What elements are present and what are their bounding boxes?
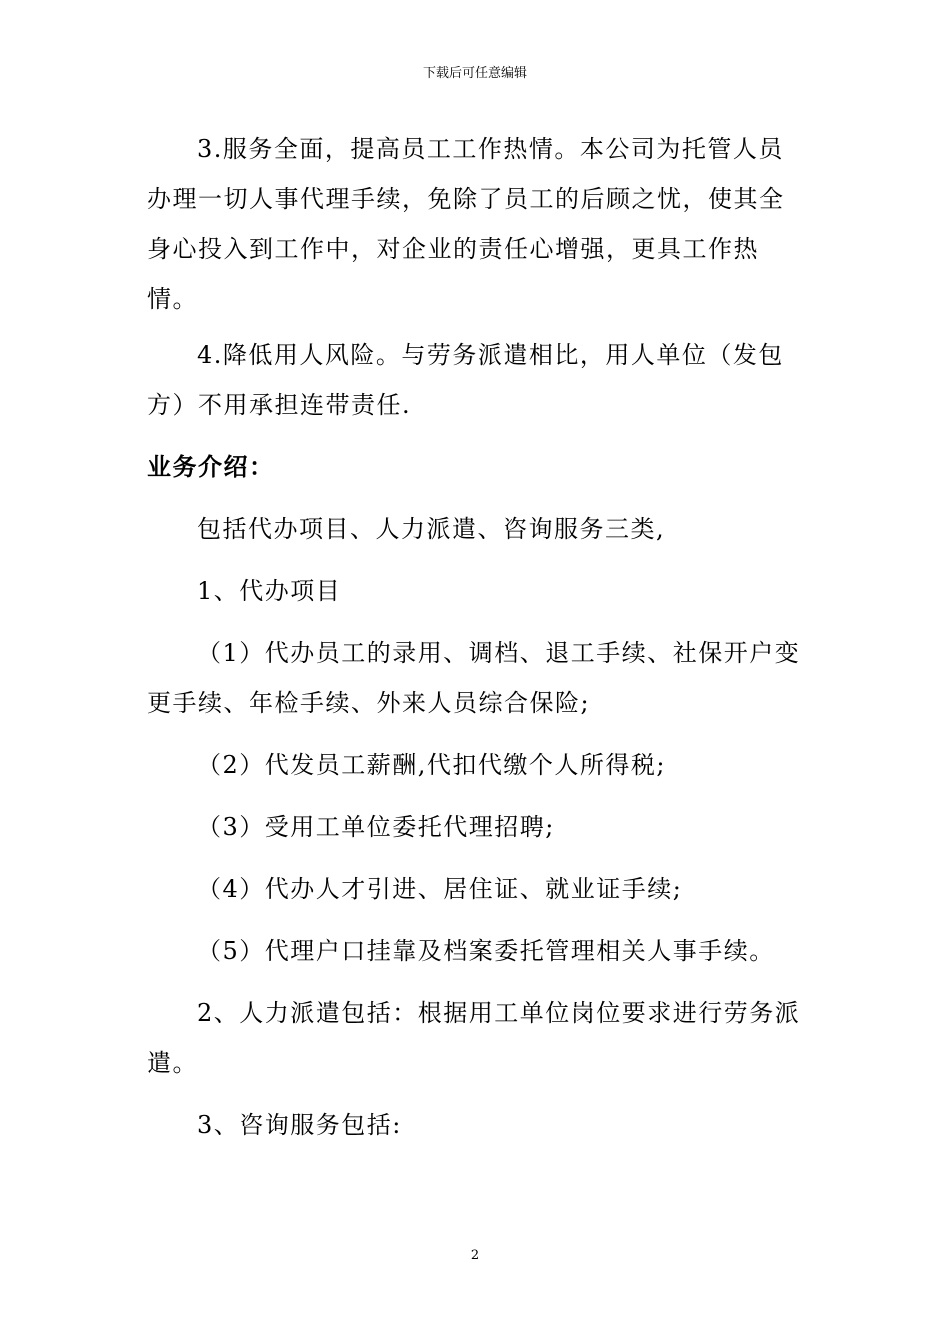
list-item-agency-5: （5）代理户口挂靠及档案委托管理相关人事手续。 (197, 937, 775, 965)
document-body (147, 124, 807, 1150)
list-item-consulting: 3、咨询服务包括: (197, 1111, 402, 1139)
page-header: 下载后可任意编辑 (422, 66, 527, 81)
section-heading-business-intro: 业务介绍： (147, 452, 275, 481)
list-item-staffing: 2、人力派遣包括：根据用工单位岗位要求进行劳务派遣。 (147, 999, 801, 1077)
list-item-agency-3: （3）受用工单位委托代理招聘; (197, 813, 555, 841)
page-number: 2 (470, 1248, 480, 1263)
list-item-agency-4: （4）代办人才引进、居住证、就业证手续; (197, 875, 683, 903)
list-item-agency-1: （1）代办员工的录用、调档、退工手续、社保开户变更手续、年检手续、外来人员综合保险; (147, 639, 801, 717)
list-item-agency-2: （2）代发员工薪酬,代扣代缴个人所得税; (197, 751, 666, 779)
list-item-agency-projects: 1、代办项目 (197, 577, 342, 605)
paragraph-business-categories: 包括代办项目、人力派遣、咨询服务三类, (197, 515, 666, 543)
paragraph-service-comprehensive: 3.服务全面，提高员工工作热情。本公司为托管人员办理一切人事代理手续，免除了员工的后顾之忧，使其全身心投入到工作中，对企业的责任心增强，更具工作热情。 (147, 135, 785, 313)
paragraph-reduce-risk: 4.降低用人风险。与劳务派遣相比，用人单位（发包方）不用承担连带责任. (147, 341, 784, 419)
